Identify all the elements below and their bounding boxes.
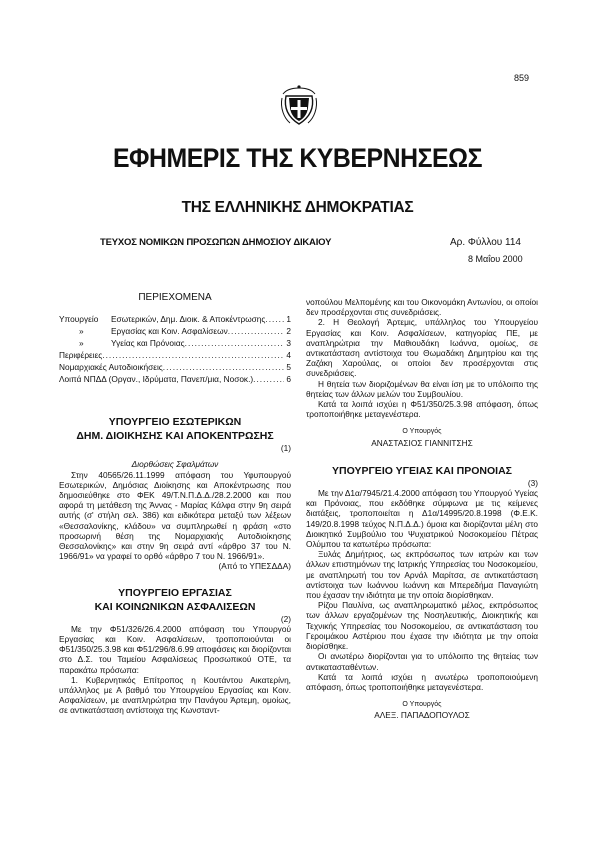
toc-title: ΠΕΡΙΕΧΟΜΕΝΑ xyxy=(138,292,212,303)
continued-text: νοπούλου Μελπομένης και του Οικονομάκη Αντωνίου, οι οποίοι δεν προσέρχονται στις συνεδριάσεις. xyxy=(306,297,538,318)
correction-text: Στην 40565/26.11.1999 απόφαση του Υφυπουργού Εσωτερικών, Δημόσιας Διοίκησης και Αποκέντρωσης που δημοσιεύθηκε στο ΦΕΚ 49/Τ.Ν.Π.Δ.Δ./28.2.2000 και που αφορά τη μετάθεση της Άννας - Μαρίας Κάλφα στην 9η σειρά αυτής (σ' στήλη σελ. 386) και ειδικότερα μεταξύ των λέξεων «Θεσσαλονίκης, κλάδου» να συμπληρωθεί η φράση «στο προσωρινή θέση της Νομαρχιακής Αυτοδιοίκησης Θεσσαλονίκης» και στην 9η σειρά αντί «άρθρο 37 του Ν. 1966/91» να γραφεί το ορθό «άρθρο 7 του Ν. 1966/91». xyxy=(59,469,291,562)
section-number: (1) xyxy=(280,443,291,454)
toc-row: Υπουργείο Εσωτερικών, Δημ. Διοικ. & Αποκέντρωσης ..... 1 xyxy=(59,313,291,325)
ministry-heading: ΥΠΟΥΡΓΕΙΟ ΥΓΕΙΑΣ ΚΑΙ ΠΡΟΝΟΙΑΣ xyxy=(332,464,512,477)
sheet-number: Αρ. Φύλλου 114 xyxy=(450,237,521,248)
ministry-heading: ΥΠΟΥΡΓΕΙΟ ΕΣΩΤΕΡΙΚΩΝ ΔΗΜ. ΔΙΟΙΚΗΣΗΣ ΚΑΙ ΑΠΟΚΕΝΤΡΩΣΗΣ xyxy=(76,416,274,443)
toc-row: Νομαρχιακές Αυτοδιοικήσεις ..... 5 xyxy=(59,361,291,373)
signature-name: ΑΝΑΣΤΑΣΙΟΣ ΓΙΑΝΝΙΤΣΗΣ xyxy=(371,437,473,448)
toc-row: Λοιπά ΝΠΔΔ (Οργαν., Ιδρύματα, Πανεπ/μια, Νοσοκ.) ..... 6 xyxy=(59,373,291,385)
signature-role: Ο Υπουργός xyxy=(402,428,442,436)
decision-item: 1. Κυβερνητικός Επίτροπος η Κουτάντου Αικατερίνη, υπάλληλος με Α βαθμό του Υπουργείου Εργασίας και Κοιν. Ασφαλίσεων, με αναπληρώτρια την Πανάγου Άρτεμη, ομοίως, σε αντικατάσταση αντίστοιχα της Κωνσταντ- xyxy=(59,674,291,716)
left-column xyxy=(59,293,291,716)
issue-date: 8 Μαΐου 2000 xyxy=(468,254,523,264)
masthead-title: ΕΦΗΜΕΡΙΣ ΤΗΣ ΚΥΒΕΡΝΗΣΕΩΣ xyxy=(112,143,483,173)
correction-title: Διορθώσεις Σφαλμάτων xyxy=(131,459,219,470)
section-number: (3) xyxy=(527,477,538,488)
section-number: (2) xyxy=(280,613,291,624)
toc-row: » Υγείας και Πρόνοιας ..... 3 xyxy=(59,337,291,349)
signature-name: ΑΛΕΞ. ΠΑΠΑΔΟΠΟΥΛΟΣ xyxy=(374,710,470,721)
paragraph: Ρίζου Παυλίνα, ως αναπληρωματικό μέλος, εκπρόσωπος των άλλων εργαζομένων της Νοσηλευτικής, Διοικητικής και Τεχνικής Υπηρεσίας του Νοσοκομείου, σε αντικατάσταση του Γεροιμάκου Αστέριου που έχασε την ιδιότητα με την οποία διορίσθηκε. xyxy=(306,600,538,652)
paragraph: Ξυλάς Δημήτριος, ως εκπρόσωπος των ιατρών και των άλλων επιστημόνων της Ιατρικής Υπηρεσίας του Νοσοκομείου, με αναπληρωτή του τον Αρνάλ Μαρίτσα, σε αντικατάσταση αντίστοιχα των Ιωάννου Ιωάννη και Μπερεδήμα Παναγιώτη που έχασαν την ιδιότητα με την οποία διορίσθηκαν. xyxy=(306,549,538,601)
toc-row: Περιφέρειες ..... 4 xyxy=(59,349,291,361)
decision-text: Με την Φ51/326/26.4.2000 απόφαση του Υπουργού Εργασίας και Κοιν. Ασφαλίσεων, τροποποιούνται οι Φ51/350/25.3.98 και Φ51/296/8.6.99 αποφάσεις και διορίζονται στο Δ.Σ. του Ταμείου Ασφαλίσεως Προσωπικού ΟΤΕ, τα παρακάτω πρόσωπα: xyxy=(59,623,291,675)
masthead-subtitle: ΤΗΣ ΕΛΛΗΝΙΚΗΣ ΔΗΜΟΚΡΑΤΙΑΣ xyxy=(181,199,414,216)
page-number: 859 xyxy=(514,73,530,83)
coat-of-arms-emblem xyxy=(280,84,318,128)
paragraph: Κατά τα λοιπά ισχύει η ανωτέρω τροποποιούμενη απόφαση, όπως τροποποιήθηκε μεταγενέστερα. xyxy=(306,671,538,692)
toc-row: » Εργασίας και Κοιν. Ασφαλίσεων ..... 2 xyxy=(59,325,291,337)
validity-text: Κατά τα λοιπά ισχύει η Φ51/350/25.3.98 απόφαση, όπως τροποποιήθηκε μεταγενέστερα. xyxy=(306,399,538,420)
decision-item: 2. Η Θεολογή Άρτεμις, υπάλληλος του Υπουργείου Εργασίας και Κοιν. Ασφαλίσεων, κατηγορίας ΠΕ, με αναπληρώτρια την Μαθιουδάκη Ιωάννα, ομοίως, σε αντικατάσταση αντίστοιχα του Θωμαδάκη Δημητρίου και της Ζαζάκη Χαρούλας, οι οποίοι δεν προσέρχονται στις συνεδριάσεις. xyxy=(306,317,538,379)
series-title: ΤΕΥΧΟΣ ΝΟΜΙΚΩΝ ΠΡΟΣΩΠΩΝ ΔΗΜΟΣΙΟΥ ΔΙΚΑΙΟΥ xyxy=(100,237,332,248)
term-text: Η θητεία των διοριζομένων θα είναι ίση με το υπόλοιπο της θητείας των άλλων μελών του Συμβουλίου. xyxy=(306,378,538,399)
paragraph: Οι ανωτέρω διορίζονται για το υπόλοιπο της θητείας των αντικατασταθέντων. xyxy=(306,651,538,672)
correction-source: (Από το ΥΠΕΣΔΔΑ) xyxy=(218,561,291,572)
signature-role: Ο Υπουργός xyxy=(402,701,442,709)
decision-text: Με την Δ1α/7945/21.4.2000 απόφαση του Υπουργού Υγείας και Πρόνοιας, που εκδόθηκε σύμφωνα με τις κείμενες διατάξεις, τροποποιείται η Δ1α/14995/20.8.1998 (Φ.Ε.Κ. 149/20.8.1998 τεύχος Ν.Π.Δ.Δ.) όμοια και διορίζονται μέλη στο Διοικητικό Συμβούλιο του Ψυχιατρικού Νοσοκομείου Πέτρας Ολύμπου τα κατωτέρω πρόσωπα: xyxy=(306,488,538,550)
right-column xyxy=(306,297,538,721)
ministry-heading: ΥΠΟΥΡΓΕΙΟ ΕΡΓΑΣΙΑΣ ΚΑΙ ΚΟΙΝΩΝΙΚΩΝ ΑΣΦΑΛΙΣΕΩΝ xyxy=(94,586,256,613)
